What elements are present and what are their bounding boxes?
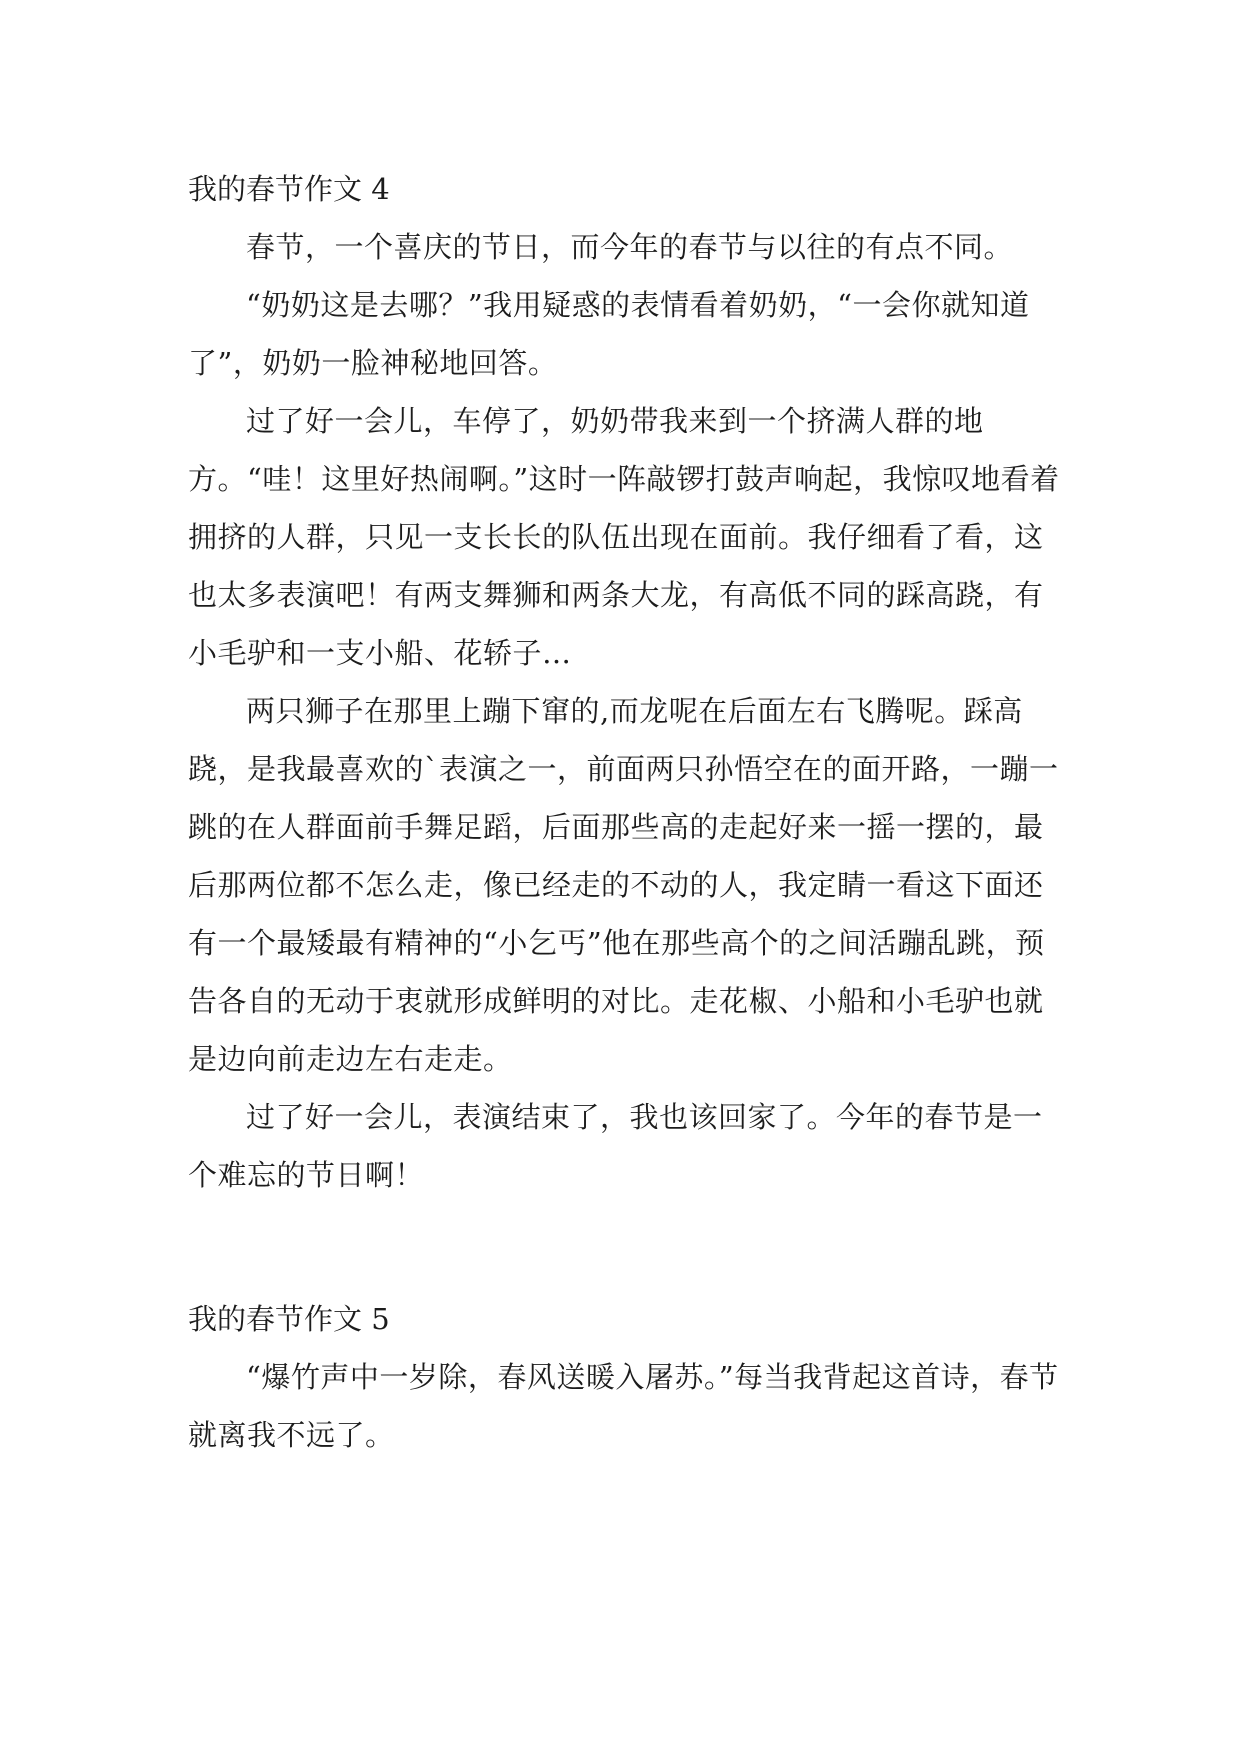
essay4-title: 我的春节作文 4 <box>188 172 390 206</box>
essay4-paragraph: “奶奶这是去哪？”我用疑惑的表情看着奶奶，“一会你就知道了”，奶奶一脸神秘地回答。 <box>188 288 1030 380</box>
essay4-paragraph: 过了好一会儿，车停了，奶奶带我来到一个挤满人群的地方。“哇！这里好热闹啊。”这时一阵敲锣打鼓声响起，我惊叹地看着拥挤的人群，只见一支长长的队伍出现在面前。我仔细看了看，这也太多表演吧！有两支舞狮和两条大龙，有高低不同的踩高跷，有小毛驴和一支小船、花轿子… <box>188 404 1060 670</box>
essay4-paragraph: 过了好一会儿，表演结束了，我也该回家了。今年的春节是一个难忘的节日啊！ <box>188 1100 1043 1192</box>
section-spacer <box>188 1204 1068 1290</box>
essay4-paragraph: 两只狮子在那里上蹦下窜的,而龙呢在后面左右飞腾呢。踩高跷，是我最喜欢的`表演之一，前面两只孙悟空在的面开路，一蹦一跳的在人群面前手舞足蹈，后面那些高的走起好来一摇一摆的，最后那两位都不怎么走，像已经走的不动的人，我定睛一看这下面还有一个最矮最有精神的“小乞丐”他在那些高个的之间活蹦乱跳，预告各自的无动于衷就形成鲜明的对比。走花椒、小船和小毛驴也就是边向前走边左右走走。 <box>188 694 1059 1076</box>
essay5-paragraph: “爆竹声中一岁除，春风送暖入屠苏。”每当我背起这首诗，春节就离我不远了。 <box>188 1360 1059 1452</box>
document-page <box>188 160 1068 1464</box>
essay5-title: 我的春节作文 5 <box>188 1302 390 1336</box>
essay4-paragraph: 春节，一个喜庆的节日，而今年的春节与以往的有点不同。 <box>246 230 1014 264</box>
